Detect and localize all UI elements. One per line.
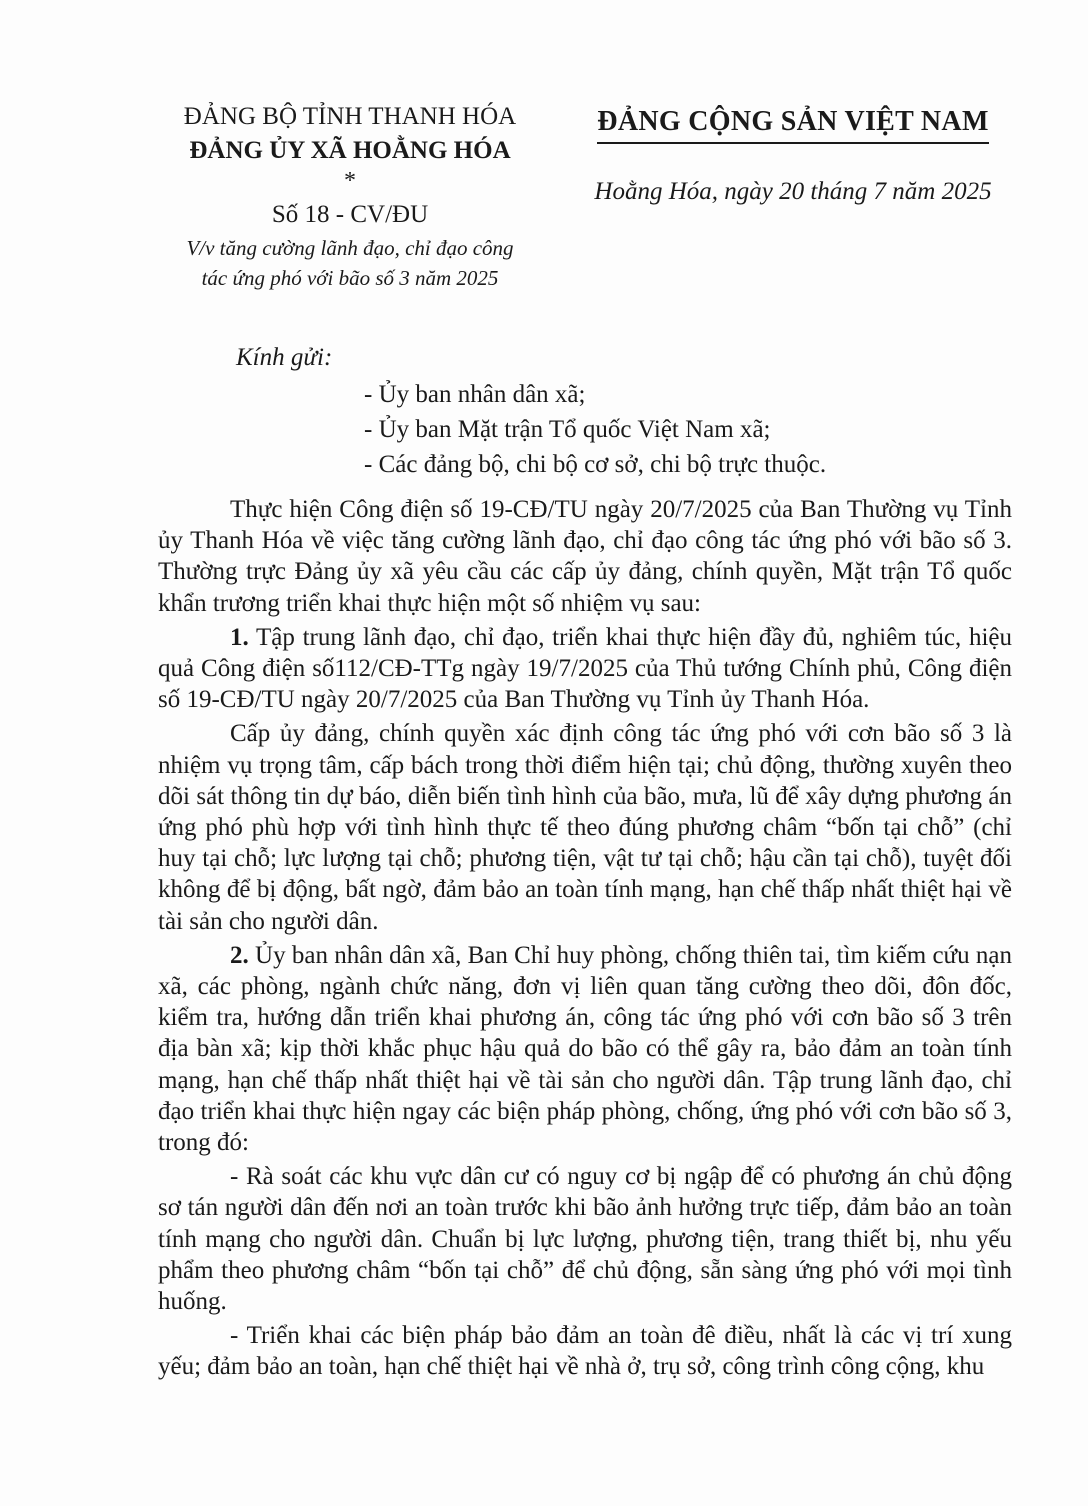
item-2-text: Ủy ban nhân dân xã, Ban Chỉ huy phòng, chống thiên tai, tìm kiếm cứu nạn xã, các phòng, ngành chức năng, đơn vị liên quan tăng cường theo dõi, đôn đốc, kiểm tra, hướng dẫn triển khai phương án, công tác ứng phó với cơn bão số 3 trên địa bàn xã; kịp thời khắc phục hậu quả do bão có thể gây ra, bảo đảm an toàn tính mạng, hạn chế thấp nhất thiệt hại về tài sản cho người dân. Tập trung lãnh đạo, chỉ đạo triển khai thực hiện ngay các biện pháp phòng, chống, ứng phó với cơn bão số 3, trong đó: xyxy=(158,941,1012,1157)
item-1-paragraph xyxy=(158,622,1012,716)
recipient-item: - Ủy ban nhân dân xã; xyxy=(364,381,586,408)
document-body xyxy=(158,494,1012,1386)
greeting: Kính gửi: xyxy=(236,344,333,371)
intro-paragraph: Thực hiện Công điện số 19-CĐ/TU ngày 20/7/2025 của Ban Thường vụ Tỉnh ủy Thanh Hóa về việc tăng cường lãnh đạo, chỉ đạo công tác ứng phó với bão số 3. Thường trực Đảng ủy xã yêu cầu các cấp ủy đảng, chính quyền, Mặt trận Tổ quốc khẩn trương triển khai thực hiện một số nhiệm vụ sau: xyxy=(158,496,1012,617)
separator-star: * xyxy=(344,168,356,194)
national-header-block xyxy=(578,106,1008,206)
document-number: Số 18 - CV/ĐU xyxy=(271,201,429,228)
item-2-paragraph xyxy=(158,940,1012,1158)
recipients-block xyxy=(236,340,826,482)
bullet-paragraph-1: - Rà soát các khu vực dân cư có nguy cơ bị ngập để có phương án chủ động sơ tán người dân đến nơi an toàn trước khi bão ảnh hưởng trực tiếp, đảm bảo an toàn tính mạng cho người dân. Chuẩn bị lực lượng, phương tiện, trang thiết bị, nhu yếu phẩm theo phương châm “bốn tại chỗ” để chủ động, sẵn sàng ứng phó với mọi tình huống. xyxy=(158,1163,1012,1316)
bullet-paragraph-2: - Triển khai các biện pháp bảo đảm an toàn đê điều, nhất là các vị trí xung yếu; đảm bảo an toàn, hạn chế thiệt hại về nhà ở, trụ sở, công trình công cộng, khu xyxy=(158,1322,1012,1381)
item-1-number: 1. xyxy=(230,623,249,651)
subject-line-2: tác ứng phó với bão số 3 năm 2025 xyxy=(201,266,499,290)
commune-party-name: ĐẢNG ỦY XÃ HOẰNG HÓA xyxy=(189,137,511,164)
provincial-party-name: ĐẢNG BỘ TỈNH THANH HÓA xyxy=(183,103,517,130)
paragraph-2: Cấp ủy đảng, chính quyền xác định công tác ứng phó với cơn bão số 3 là nhiệm vụ trọng tâm, cấp bách trong thời điểm hiện tại; chủ động, thường xuyên theo dõi sát thông tin dự báo, diễn biến tình hình của bão, mưa, lũ để xây dựng phương án ứng phó phù hợp với tình hình thực tế theo đúng phương châm “bốn tại chỗ” (chỉ huy tại chỗ; lực lượng tại chỗ; phương tiện, vật tư tại chỗ; hậu cần tại chỗ), tuyệt đối không để bị động, bất ngờ, đảm bảo an toàn tính mạng, hạn chế thấp nhất thiệt hại về tài sản cho người dân. xyxy=(158,720,1012,935)
place-date: Hoằng Hóa, ngày 20 tháng 7 năm 2025 xyxy=(594,178,992,205)
recipient-list xyxy=(236,377,826,482)
party-title: ĐẢNG CỘNG SẢN VIỆT NAM xyxy=(597,106,988,144)
issuing-authority-block xyxy=(150,100,550,292)
recipient-item: - Ủy ban Mặt trận Tổ quốc Việt Nam xã; xyxy=(364,416,771,443)
item-2-number: 2. xyxy=(230,941,249,969)
recipient-item: - Các đảng bộ, chi bộ cơ sở, chi bộ trực thuộc. xyxy=(364,451,827,478)
item-1-text: Tập trung lãnh đạo, chỉ đạo, triển khai thực hiện đầy đủ, nghiêm túc, hiệu quả Công điện số112/CĐ-TTg ngày 19/7/2025 của Thủ tướng Chính phủ, Công điện số 19-CĐ/TU ngày 20/7/2025 của Ban Thường vụ Tỉnh ủy Thanh Hóa. xyxy=(158,623,1012,714)
subject-line-1: V/v tăng cường lãnh đạo, chỉ đạo công xyxy=(186,236,514,260)
